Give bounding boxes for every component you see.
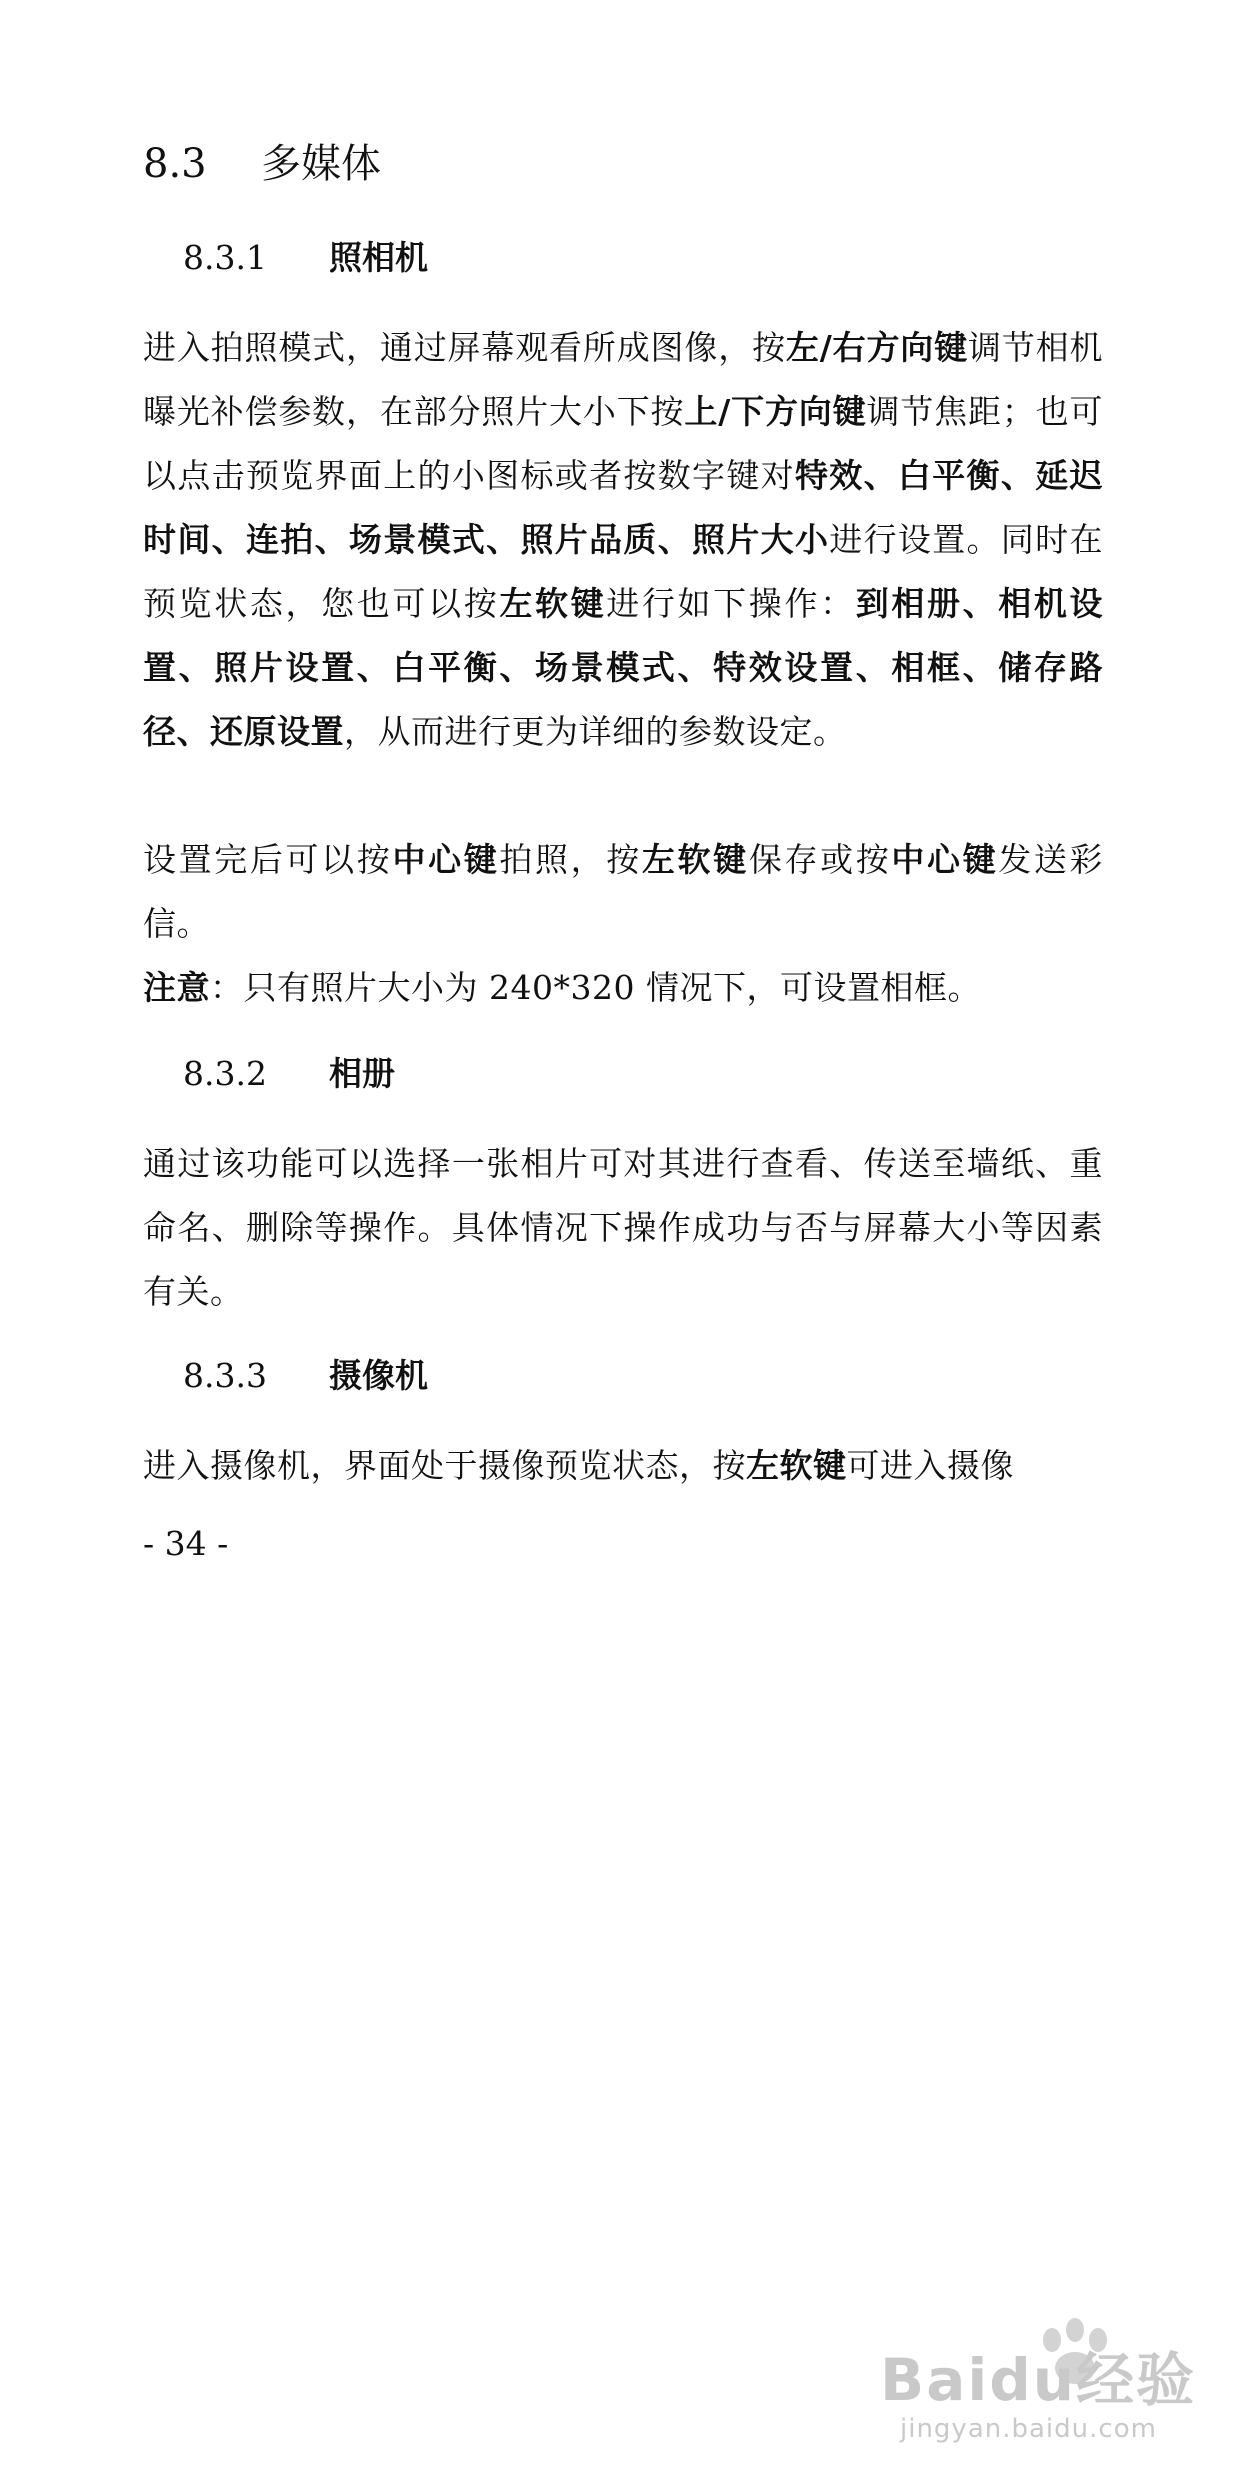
text-run: 进入拍照模式，通过屏幕观看所成图像，按 (143, 328, 786, 367)
text-run: 设置完后可以按 (143, 840, 393, 879)
text-run: 发送彩信。 (143, 840, 1104, 943)
section-heading (143, 136, 381, 192)
bold-text: 上/下方向键 (684, 392, 867, 431)
section-title: 多媒体 (261, 141, 381, 187)
bold-text: 中心键 (891, 840, 999, 879)
camera-note (143, 956, 1103, 1020)
section-number: 8.3 (143, 141, 207, 187)
text-run: 拍照，按 (499, 840, 642, 879)
video-title: 摄像机 (329, 1356, 428, 1395)
text-run: 调节焦距；也可以点击预览界面上的小图标或者按数字键对 (143, 392, 1104, 495)
camera-number: 8.3.1 (183, 238, 267, 277)
bold-text: 左/右方向键 (785, 328, 968, 367)
album-title: 相册 (329, 1054, 395, 1093)
bold-text: 中心键 (392, 840, 500, 879)
text-run: 可进入摄像 (846, 1446, 1014, 1485)
text-run: 进入摄像机，界面处于摄像预览状态，按 (143, 1446, 746, 1485)
bold-text: 左软键 (641, 840, 749, 879)
camera-paragraph-1 (143, 316, 1103, 764)
video-heading (183, 1352, 428, 1400)
text-run: ：只有照片大小为 240*320 情况下，可设置相框。 (210, 968, 981, 1007)
watermark-url: jingyan.baidu.com (900, 2414, 1157, 2444)
text-run: 通过该功能可以选择一张相片可对其进行查看、传送至墙纸、重命名、删除等操作。具体情况下操作成功与否与屏幕大小等因素有关。 (143, 1144, 1103, 1311)
watermark-brand: Baidu经验 (880, 2346, 1197, 2414)
album-paragraph (143, 1132, 1103, 1324)
baidu-watermark (880, 2318, 1210, 2448)
album-number: 8.3.2 (183, 1054, 267, 1093)
album-heading (183, 1050, 395, 1098)
page-number: - 34 - (143, 1524, 229, 1563)
bold-text: 注意 (143, 968, 210, 1007)
camera-paragraph-2 (143, 828, 1103, 956)
bold-text: 左软键 (499, 584, 607, 623)
text-run: 保存或按 (748, 840, 892, 879)
camera-heading (183, 234, 428, 282)
bold-text: 到相册、相机设置、照片设置、白平衡、场景模式、特效设置、相框、储存路径、还原设置 (143, 584, 1104, 751)
text-run: ，从而进行更为详细的参数设定。 (344, 712, 847, 751)
video-paragraph (143, 1434, 1103, 1498)
text-run: 进行设置。同时在预览状态，您也可以按 (143, 520, 1104, 623)
text-run: 调节相机曝光补偿参数，在部分照片大小下按 (143, 328, 1103, 431)
video-number: 8.3.3 (183, 1356, 267, 1395)
bold-text: 特效、白平衡、延迟时间、连拍、场景模式、照片品质、照片大小 (143, 456, 1104, 559)
bold-text: 左软键 (746, 1446, 847, 1485)
camera-title: 照相机 (329, 238, 428, 277)
text-run: 进行如下操作： (606, 584, 856, 623)
